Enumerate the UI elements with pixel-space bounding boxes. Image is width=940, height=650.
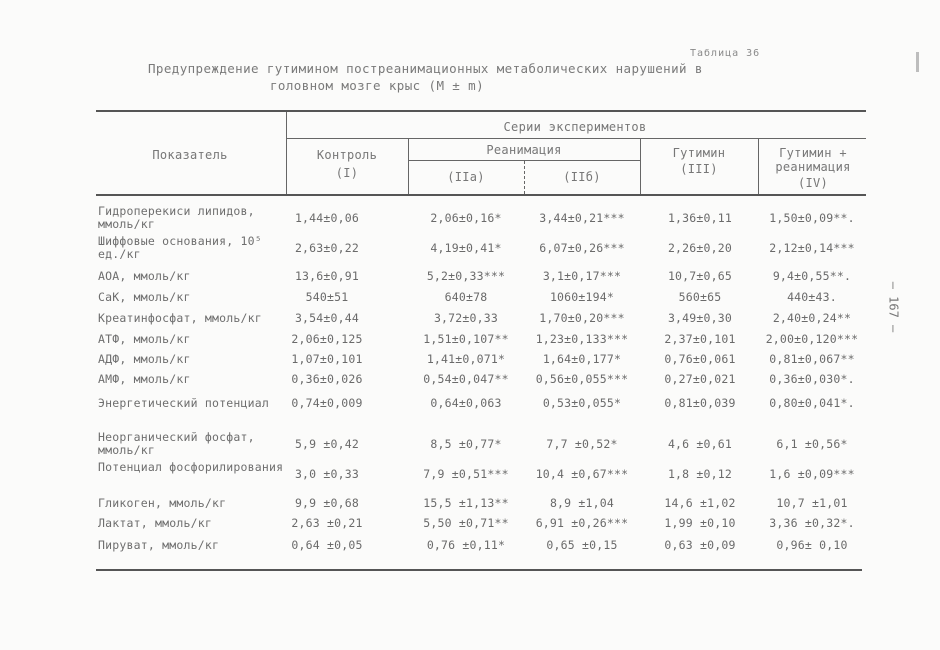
table-cell: 1,6 ±0,09***	[769, 467, 855, 481]
table-cell: 5,2±0,33***	[426, 269, 506, 283]
table-caption	[148, 60, 768, 94]
row-label: АОА, ммоль/кг	[98, 269, 191, 283]
table-cell: 0,36±0,026	[291, 372, 363, 386]
table-cell: 2,00±0,120***	[765, 332, 859, 346]
table-cell: 8,9 ±1,04	[549, 496, 615, 510]
row-label: Гликоген, ммоль/кг	[98, 496, 227, 510]
table-cell: 1,44±0,06	[294, 211, 360, 225]
edge-mark	[916, 52, 919, 72]
header-control-num: (I)	[335, 166, 359, 180]
table-cell: 1,50±0,09**.	[769, 211, 855, 225]
row-label: Пируват, ммоль/кг	[98, 538, 220, 552]
caption-line-1: Предупреждение гутимином постреанимационных метаболических нарушений в	[148, 61, 703, 76]
row-label: Креатинфосфат, ммоль/кг	[98, 311, 262, 325]
table-cell: 1,51±0,107**	[423, 332, 509, 346]
table-cell: 0,64 ±0,05	[291, 538, 363, 552]
table-cell: 1,41±0,071*	[426, 352, 506, 366]
table-cell: 0,64±0,063	[430, 396, 502, 410]
table-cell: 14,6 ±1,02	[664, 496, 736, 510]
header-reanimation-a: (IIа)	[447, 170, 485, 184]
table-cell: 1,8 ±0,12	[667, 467, 733, 481]
table-cell: 440±43.	[787, 290, 837, 304]
table-cell: 0,63 ±0,09	[664, 538, 736, 552]
table-cell: 3,72±0,33	[433, 311, 499, 325]
table-cell: 6,91 ±0,26***	[535, 516, 629, 530]
row-label: Гидроперекиси липидов, ммоль/кг	[98, 204, 255, 231]
vline-control	[408, 139, 409, 194]
table-cell: 2,63±0,22	[294, 241, 360, 255]
header-gutimin: Гутимин	[672, 146, 726, 160]
table-cell: 1,70±0,20***	[539, 311, 625, 325]
table-cell: 3,49±0,30	[667, 311, 733, 325]
table-cell: 3,1±0,17***	[542, 269, 622, 283]
table-cell: 0,54±0,047**	[423, 372, 509, 386]
header-series-rule	[286, 138, 866, 139]
header-series: Серии экспериментов	[503, 120, 647, 134]
table-cell: 0,65 ±0,15	[546, 538, 618, 552]
table-cell: 1,64±0,177*	[542, 352, 622, 366]
header-bottom-rule	[96, 194, 866, 196]
table-cell: 1,99 ±0,10	[664, 516, 736, 530]
vline-gutimin	[640, 139, 641, 194]
row-label: Неорганический фосфат, ммоль/кг	[98, 430, 255, 457]
header-gutimin-reanim-num: (IV)	[797, 176, 829, 190]
row-label: Шиффовые основания, 10⁵ ед./кг	[98, 234, 262, 261]
table-cell: 13,6±0,91	[294, 269, 360, 283]
table-cell: 2,37±0,101	[664, 332, 736, 346]
header-control: Контроль	[316, 148, 378, 162]
table-cell: 3,44±0,21***	[539, 211, 625, 225]
table-cell: 6,1 ±0,56*	[776, 437, 848, 451]
table-cell: 4,6 ±0,61	[667, 437, 733, 451]
header-reanimation: Реанимация	[486, 143, 562, 157]
table-cell: 0,81±0,067**	[769, 352, 855, 366]
table-cell: 0,96± 0,10	[776, 538, 848, 552]
table-cell: 1,07±0,101	[291, 352, 363, 366]
table-cell: 3,0 ±0,33	[294, 467, 360, 481]
table-cell: 8,5 ±0,77*	[430, 437, 502, 451]
table-cell: 6,07±0,26***	[539, 241, 625, 255]
table-cell: 9,4±0,55**.	[772, 269, 852, 283]
table-cell: 560±65	[678, 290, 722, 304]
table-cell: 1,23±0,133***	[535, 332, 629, 346]
caption-line-2: головном мозге крыс (M ± m)	[270, 78, 484, 93]
header-gutimin-reanim: Гутимин + реанимация	[775, 146, 851, 174]
row-label: АТФ, ммоль/кг	[98, 332, 191, 346]
table-cell: 2,40±0,24**	[772, 311, 852, 325]
table-cell: 5,9 ±0,42	[294, 437, 360, 451]
table-cell: 0,80±0,041*.	[769, 396, 855, 410]
table-cell: 7,7 ±0,52*	[546, 437, 618, 451]
row-label: Лактат, ммоль/кг	[98, 516, 212, 530]
table-cell: 0,76±0,061	[664, 352, 736, 366]
table-top-rule	[96, 110, 866, 112]
row-label: АДФ, ммоль/кг	[98, 352, 191, 366]
side-page-number: – 167 –	[886, 281, 901, 333]
table-cell: 0,76 ±0,11*	[426, 538, 506, 552]
table-cell: 10,7±0,65	[667, 269, 733, 283]
table-cell: 2,06±0,16*	[430, 211, 502, 225]
table-cell: 0,53±0,055*	[542, 396, 622, 410]
vline-gutimin-reanim	[758, 139, 759, 194]
table-cell: 0,56±0,055***	[535, 372, 629, 386]
header-gutimin-num: (III)	[680, 162, 718, 176]
table-cell: 2,63 ±0,21	[291, 516, 363, 530]
vline-reanim-split	[524, 161, 525, 194]
row-label: Потенциал фосфорилирования	[98, 460, 284, 474]
table-cell: 1060±194*	[549, 290, 615, 304]
table-cell: 0,81±0,039	[664, 396, 736, 410]
table-cell: 5,50 ±0,71**	[423, 516, 509, 530]
table-cell: 540±51	[305, 290, 349, 304]
table-cell: 2,12±0,14***	[769, 241, 855, 255]
vline-indicator	[286, 112, 287, 194]
table-cell: 1,36±0,11	[667, 211, 733, 225]
table-bottom-rule	[96, 569, 862, 571]
table-cell: 2,26±0,20	[667, 241, 733, 255]
page-label: Таблица 36	[690, 48, 761, 59]
table-cell: 0,36±0,030*.	[769, 372, 855, 386]
header-indicator: Показатель	[152, 148, 228, 162]
table-cell: 2,06±0,125	[291, 332, 363, 346]
table-cell: 3,36 ±0,32*.	[769, 516, 855, 530]
table-cell: 4,19±0,41*	[430, 241, 502, 255]
row-label: Энергетический потенциал	[98, 396, 269, 410]
table-cell: 10,7 ±1,01	[776, 496, 848, 510]
table-cell: 10,4 ±0,67***	[535, 467, 629, 481]
table-cell: 9,9 ±0,68	[294, 496, 360, 510]
table-cell: 3,54±0,44	[294, 311, 360, 325]
row-label: СаК, ммоль/кг	[98, 290, 191, 304]
header-reanimation-b: (IIб)	[563, 170, 601, 184]
table-cell: 640±78	[444, 290, 488, 304]
table-cell: 7,9 ±0,51***	[423, 467, 509, 481]
table-cell: 15,5 ±1,13**	[423, 496, 509, 510]
table-cell: 0,27±0,021	[664, 372, 736, 386]
row-label: АМФ, ммоль/кг	[98, 372, 191, 386]
table-cell: 0,74±0,009	[291, 396, 363, 410]
